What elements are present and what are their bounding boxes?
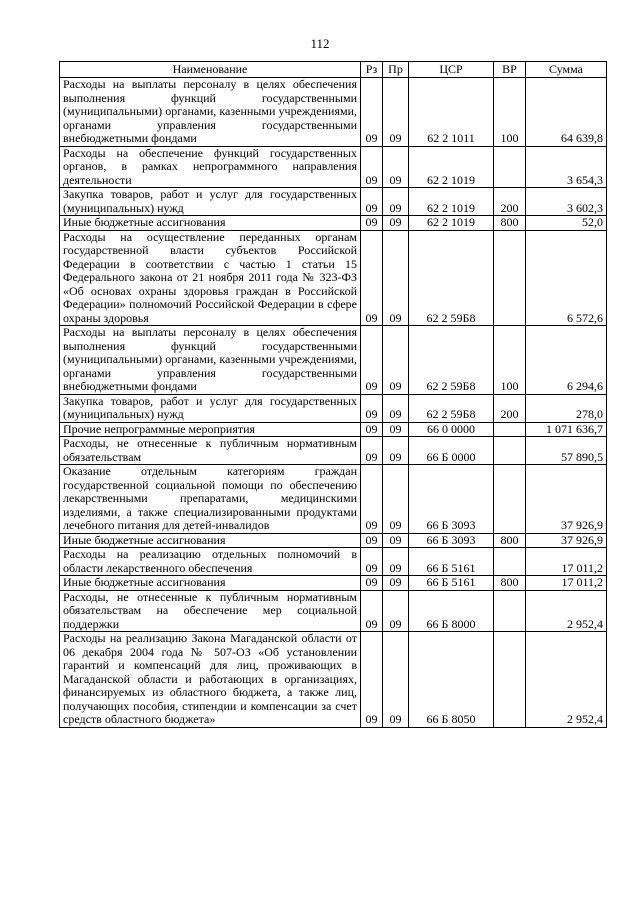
row-rz: 09 [361,230,383,326]
row-rz: 09 [361,590,383,632]
row-name: Закупка товаров, работ и услуг для государственных (муниципальных) нужд [60,188,361,216]
table-row [60,437,607,465]
row-csr: 62 2 1019 [409,216,494,231]
row-vr [494,465,526,534]
row-rz: 09 [361,632,383,728]
row-pr: 09 [383,326,409,395]
row-vr [494,437,526,465]
row-csr: 62 2 1011 [409,78,494,147]
column-header-name: Наименование [60,62,361,78]
row-name: Расходы, не отнесенные к публичным нормативным обязательствам на обеспечение мер социальной поддержки [60,590,361,632]
table-row [60,422,607,437]
row-csr: 62 2 59Б8 [409,326,494,395]
table-row [60,590,607,632]
row-sum: 2 952,4 [526,590,607,632]
row-rz: 09 [361,533,383,548]
column-header-rz: Рз [361,62,383,78]
row-csr: 62 2 59Б8 [409,394,494,422]
row-vr [494,590,526,632]
row-sum: 278,0 [526,394,607,422]
row-pr: 09 [383,590,409,632]
row-name: Расходы на выплаты персоналу в целях обеспечения выполнения функций государственными (муниципальными) органами, казенными учреждениями, органами управления государственными внебюджетными фондами [60,326,361,395]
row-csr: 66 Б 8000 [409,590,494,632]
row-vr: 800 [494,216,526,231]
table-row [60,326,607,395]
row-rz: 09 [361,188,383,216]
row-vr [494,422,526,437]
row-pr: 09 [383,632,409,728]
row-rz: 09 [361,422,383,437]
row-sum: 3 654,3 [526,146,607,188]
row-vr: 800 [494,576,526,591]
row-vr: 800 [494,533,526,548]
row-sum: 57 890,5 [526,437,607,465]
column-header-csr: ЦСР [409,62,494,78]
row-name: Оказание отдельным категориям граждан государственной социальной помощи по обеспечению лекарственными препаратами, медицинскими изделиями, а также специализированными продуктами лечебного питания для детей-инвалидов [60,465,361,534]
page-number: 112 [310,36,330,51]
row-sum: 2 952,4 [526,632,607,728]
row-vr: 200 [494,188,526,216]
row-name: Расходы на выплаты персоналу в целях обеспечения выполнения функций государственными (муниципальными) органами, казенными учреждениями, органами управления государственными внебюджетными фондами [60,78,361,147]
row-vr [494,632,526,728]
table-header-row [60,62,607,78]
row-rz: 09 [361,326,383,395]
column-header-vr: ВР [494,62,526,78]
row-pr: 09 [383,465,409,534]
row-name: Расходы на осуществление переданных органам государственной власти субъектов Российской Федерации в соответствии с частью 1 статьи 15 Федерального закона от 21 ноября 2011 года № 323-ФЗ «Об основах охраны здоровья граждан в Российской Федерации» полномочий Российской Федерации в сфере охраны здоровья [60,230,361,326]
row-pr: 09 [383,216,409,231]
row-vr: 100 [494,326,526,395]
row-vr [494,230,526,326]
row-name: Расходы на обеспечение функций государственных органов, в рамках непрограммного направления деятельности [60,146,361,188]
row-rz: 09 [361,576,383,591]
row-vr [494,146,526,188]
row-rz: 09 [361,548,383,576]
column-header-sum: Сумма [526,62,607,78]
row-csr: 66 0 0000 [409,422,494,437]
table-row [60,230,607,326]
row-sum: 6 572,6 [526,230,607,326]
row-name: Расходы, не отнесенные к публичным нормативным обязательствам [60,437,361,465]
table-row [60,188,607,216]
row-sum: 1 071 636,7 [526,422,607,437]
row-name: Иные бюджетные ассигнования [60,216,361,231]
row-rz: 09 [361,146,383,188]
table-row [60,548,607,576]
row-vr: 100 [494,78,526,147]
budget-table [59,61,607,728]
table-row [60,576,607,591]
row-rz: 09 [361,216,383,231]
table-row [60,533,607,548]
row-sum: 52,0 [526,216,607,231]
row-pr: 09 [383,146,409,188]
row-name: Закупка товаров, работ и услуг для государственных (муниципальных) нужд [60,394,361,422]
row-name: Прочие непрограммные мероприятия [60,422,361,437]
row-csr: 66 Б 8050 [409,632,494,728]
row-csr: 62 2 1019 [409,146,494,188]
row-csr: 66 Б 5161 [409,548,494,576]
row-csr: 62 2 1019 [409,188,494,216]
row-pr: 09 [383,533,409,548]
row-csr: 66 Б 3093 [409,465,494,534]
row-pr: 09 [383,422,409,437]
row-pr: 09 [383,548,409,576]
table-row [60,216,607,231]
row-csr: 66 Б 0000 [409,437,494,465]
table-row [60,632,607,728]
row-rz: 09 [361,78,383,147]
row-pr: 09 [383,437,409,465]
row-sum: 17 011,2 [526,548,607,576]
row-sum: 37 926,9 [526,465,607,534]
table-row [60,146,607,188]
row-csr: 66 Б 5161 [409,576,494,591]
row-rz: 09 [361,437,383,465]
row-rz: 09 [361,394,383,422]
row-name: Расходы на реализацию Закона Магаданской области от 06 декабря 2004 года № 507-ОЗ «Об установлении гарантий и компенсаций для лиц, проживающих в Магаданской области и работающих в организациях, финансируемых из областного бюджета, а также лиц, получающих пособия, стипендии и компенсации за счет средств областного бюджета» [60,632,361,728]
row-pr: 09 [383,230,409,326]
row-name: Расходы на реализацию отдельных полномочий в области лекарственного обеспечения [60,548,361,576]
row-pr: 09 [383,188,409,216]
row-vr: 200 [494,394,526,422]
row-pr: 09 [383,576,409,591]
row-sum: 3 602,3 [526,188,607,216]
row-pr: 09 [383,394,409,422]
table-row [60,465,607,534]
column-header-pr: Пр [383,62,409,78]
row-name: Иные бюджетные ассигнования [60,533,361,548]
row-sum: 6 294,6 [526,326,607,395]
row-csr: 66 Б 3093 [409,533,494,548]
row-rz: 09 [361,465,383,534]
row-pr: 09 [383,78,409,147]
table-row [60,78,607,147]
row-name: Иные бюджетные ассигнования [60,576,361,591]
row-vr [494,548,526,576]
row-csr: 62 2 59Б8 [409,230,494,326]
row-sum: 17 011,2 [526,576,607,591]
table-row [60,394,607,422]
row-sum: 64 639,8 [526,78,607,147]
row-sum: 37 926,9 [526,533,607,548]
